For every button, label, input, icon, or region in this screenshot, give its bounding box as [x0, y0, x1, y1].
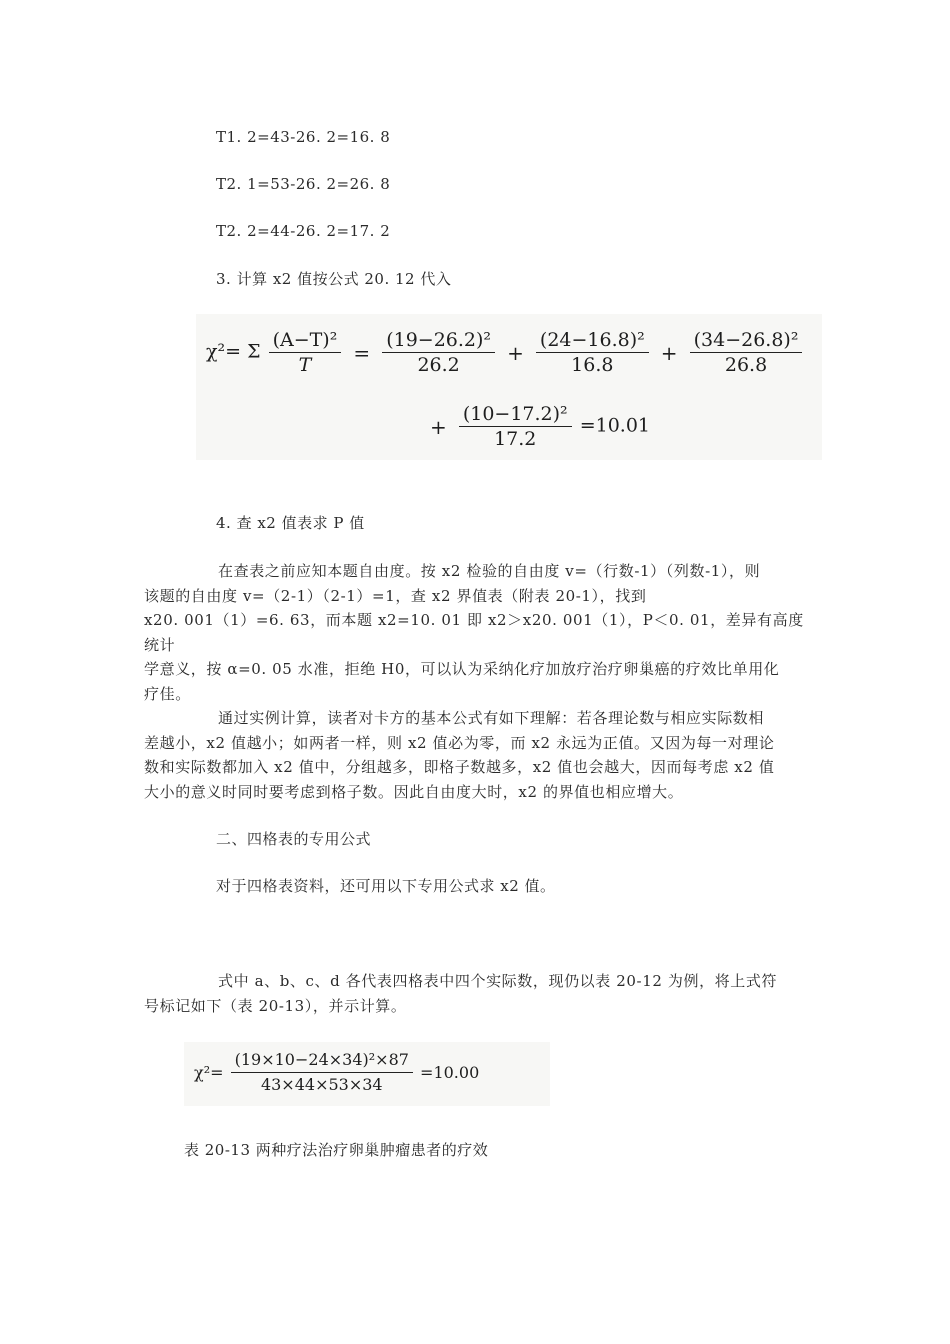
- term-2-fraction: $\frac{\text{(24−16.8)²}}{16.8}$: [536, 328, 649, 377]
- fourfold-result: =10.00: [420, 1063, 480, 1082]
- fourfold-formula-intro: 对于四格表资料，还可用以下专用公式求 x2 值。: [216, 877, 556, 895]
- term-3-fraction: $\frac{\text{(34−26.8)²}}{26.8}$: [690, 328, 803, 377]
- plus-sign-3: +: [430, 414, 447, 439]
- t21-line: T2. 1=53-26. 2=26. 8: [216, 175, 391, 193]
- step3-line: 3. 计算 x2 值按公式 20. 12 代入: [216, 270, 452, 288]
- fourfold-formula-image: [184, 1042, 550, 1106]
- formula-result: =10.01: [579, 414, 651, 437]
- term-4-fraction: $\frac{\text{(10−17.2)²}}{17.2}$: [459, 402, 572, 451]
- chi-square-formula-image: [196, 314, 822, 460]
- t12-line: T1. 2=43-26. 2=16. 8: [216, 128, 391, 146]
- formula-general-fraction: $\frac{\text{(A−T)²}}{T}$: [269, 328, 342, 377]
- table-caption: 表 20-13 两种疗法治疗卵巢肿瘤患者的疗效: [184, 1141, 489, 1159]
- paragraph-notation: 式中 a、b、c、d 各代表四格表中四个实际数，现仍以表 20-12 为例，将上式符 号标记如下（表 20-13），并示计算。: [144, 972, 778, 1015]
- equals-sign: =: [353, 340, 371, 365]
- plus-sign-1: +: [507, 340, 524, 365]
- formula-lhs: χ²= Σ: [206, 340, 261, 363]
- paragraph-understanding: 通过实例计算，读者对卡方的基本公式有如下理解：若各理论数与相应实际数相 差越小，x2 值越小；如两者一样，则 x2 值必为零，而 x2 永远为正值。又因为每一对理论 数和实际数都加入 x2 值中，分组越多，即格子数越多，x2 值也会越大，因而每考虑 x2 值 大小的意义时同时要考虑到格子数。因此自由度大时，x2 的界值也相应增大。: [144, 709, 775, 801]
- fourfold-formula-row: [194, 1048, 479, 1097]
- section-heading-2: 二、四格表的专用公式: [216, 830, 372, 848]
- step4-line: 4. 查 x2 值表求 P 值: [216, 514, 365, 532]
- fourfold-fraction: $\frac{\text{(19×10−24×34)²×87}}{43\times 44\times 53\times 34}$: [231, 1048, 413, 1097]
- formula-row-2: [426, 402, 650, 451]
- paragraph-degrees-of-freedom: 在查表之前应知本题自由度。按 x2 检验的自由度 v=（行数-1）（列数-1），则 该题的自由度 v=（2-1）（2-1）=1，查 x2 界值表（附表 20-1），找到 x20. 001（1）=6. 63，而本题 x2=10. 01 即 x2＞x20. 001（1），P＜0. 01，差异有高度统计 学意义，按 α=0. 05 水准，拒绝 H0，可以认为采纳化疗加放疗治疗卵巢癌的疗效比单用化 疗佳。: [144, 562, 804, 703]
- t22-line: T2. 2=44-26. 2=17. 2: [216, 222, 391, 240]
- formula-row-1: [206, 328, 804, 377]
- term-1-fraction: $\frac{\text{(19−26.2)²}}{26.2}$: [382, 328, 495, 377]
- plus-sign-2: +: [660, 340, 678, 365]
- fourfold-lhs: χ²=: [194, 1063, 224, 1082]
